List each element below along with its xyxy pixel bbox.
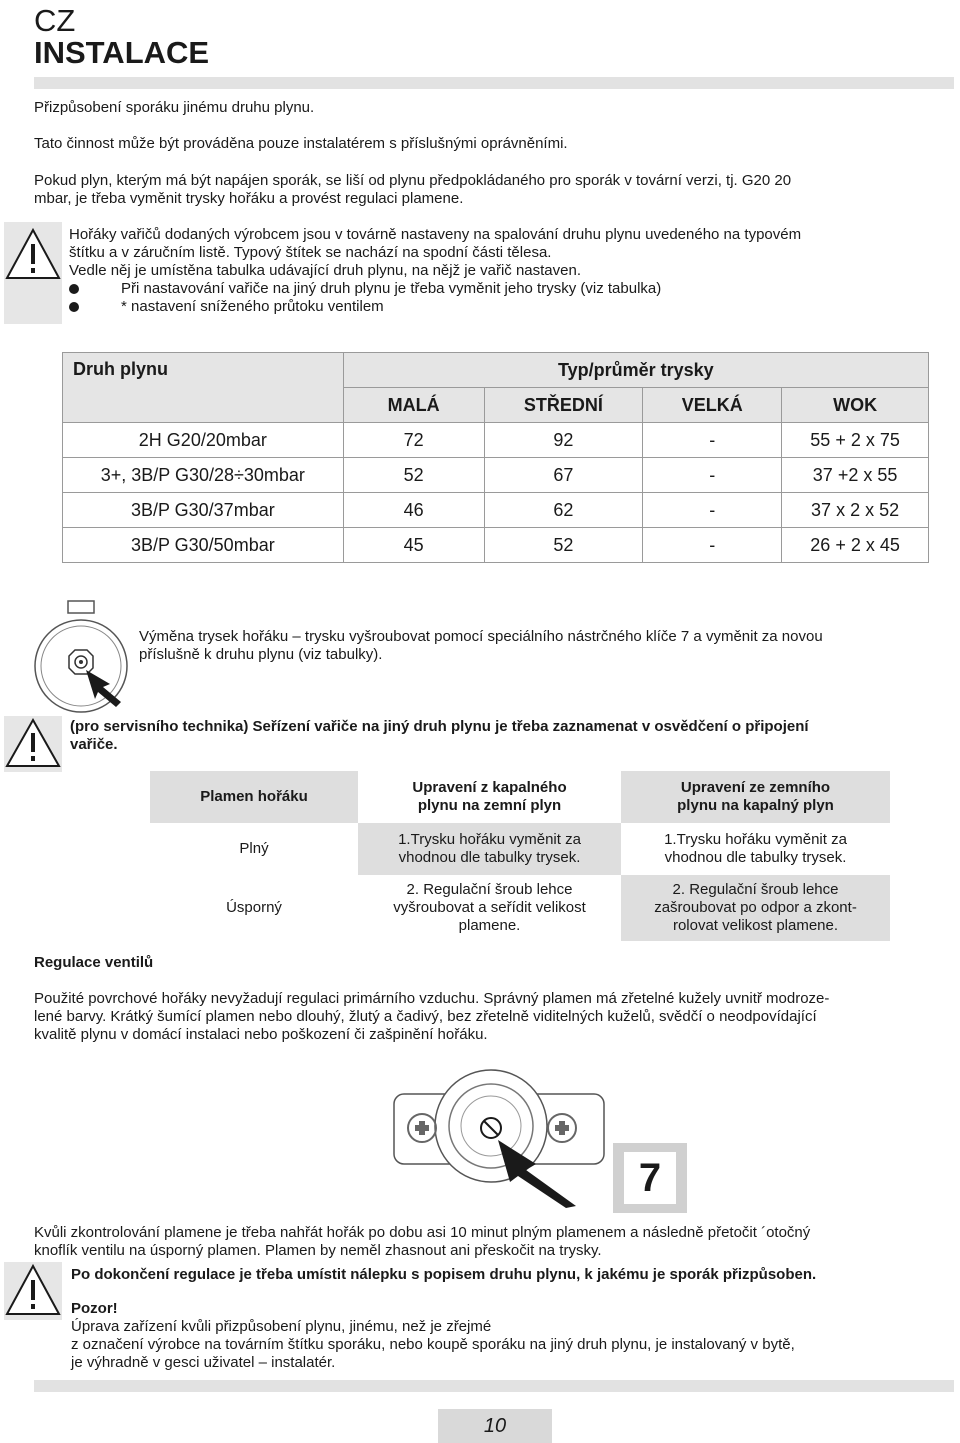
table-row xyxy=(150,823,890,875)
col-group-header: Typ/průměr trysky xyxy=(343,353,928,388)
caution-text xyxy=(71,1318,955,1372)
installer-note: Tato činnost může být prováděna pouze instalatérem s příslušnými oprávněními. xyxy=(34,135,568,152)
cell-line: vyšroubovat a seřídit velikost xyxy=(393,899,586,916)
bullet-text: Při nastavování vařiče na jiný druh plynu je třeba vyměnit jeho trysky (viz tabulka) xyxy=(121,280,662,297)
value-cell: 72 xyxy=(343,423,484,458)
warning-icon xyxy=(4,716,62,772)
value-cell: 37 x 2 x 52 xyxy=(782,493,929,528)
caution-label: Pozor! xyxy=(71,1300,118,1317)
paragraph-line: Kvůli zkontrolování plamene je třeba nahřát hořák po dobu asi 10 minut plným plamenem a následně přetočit ´otočný xyxy=(34,1224,811,1241)
cell-line: 1.Trysku hořáku vyměnit za xyxy=(664,831,847,848)
nozzle-line: Výměna trysek hořáku – trysku vyšroubovat pomocí speciálního nástrčného klíče 7 a vyměnit za novou xyxy=(139,628,823,645)
bullet-item xyxy=(69,298,957,316)
cell-line: rolovat velikost plamene. xyxy=(672,917,839,934)
cell-line: 2. Regulační šroub lehce xyxy=(672,881,839,898)
value-cell: 62 xyxy=(484,493,643,528)
warning-icon xyxy=(4,226,62,286)
bullet-text: * nastavení sníženého průtoku ventilem xyxy=(121,298,384,315)
warning-box xyxy=(4,716,62,772)
col-gas-header: Druh plynu xyxy=(63,353,344,423)
lpg-to-ng-header xyxy=(358,771,621,823)
nozzle-table xyxy=(62,352,929,563)
figure-number-box xyxy=(613,1143,687,1213)
table-row xyxy=(150,875,890,941)
table-row xyxy=(63,528,929,563)
nozzle-illustration xyxy=(28,598,134,716)
flame-header: Plamen hořáku xyxy=(150,771,358,823)
header-line: plynu na kapalný plyn xyxy=(677,797,834,814)
section-heading: Přizpůsobení sporáku jinému druhu plynu. xyxy=(34,99,315,116)
service-line: (pro servisního technika) Seřízení vařiče na jiný druh plynu je třeba zaznamenat v osvědčení o připojení xyxy=(70,718,809,735)
caution-line: z označení výrobce na továrním štítku sporáku, nebo koupě sporáku na jiný druh plynu, je instalovaný v bytě, xyxy=(71,1336,795,1353)
paragraph-line: knoflík ventilu na úsporný plamen. Plamen by neměl zhasnout ani přeskočit na trysky. xyxy=(34,1242,602,1259)
sticker-instruction: Po dokončení regulace je třeba umístit nálepku s popisem druhu plynu, k jakému je sporák přizpůsoben. xyxy=(71,1266,817,1283)
header-line: Upravení ze zemního xyxy=(680,779,831,796)
value-cell: 37 +2 x 55 xyxy=(782,458,929,493)
size-header: WOK xyxy=(782,388,929,423)
warning-line: štítku a v záručním listě. Typový štítek se nachází na spodní části tělesa. xyxy=(69,244,552,261)
cell-line: plamene. xyxy=(458,917,521,934)
valve-regulation-label: Regulace ventilů xyxy=(34,954,154,971)
footer-divider xyxy=(34,1380,954,1392)
bullet-item xyxy=(69,280,957,298)
gas-cell: 3B/P G30/50mbar xyxy=(63,528,344,563)
warning-line: Hořáky vařičů dodaných výrobcem jsou v továrně nastaveny na spalování druhu plynu uvedeného na typovém xyxy=(69,226,802,243)
paragraph-line: Použité povrchové hořáky nevyžadují regulaci primárního vzduchu. Správný plamen má zřetelné kužely uvnitř modroze- xyxy=(34,990,830,1007)
cell xyxy=(358,823,621,875)
size-header: VELKÁ xyxy=(643,388,782,423)
flame-eco-label: Úsporný xyxy=(226,899,282,916)
value-cell: 92 xyxy=(484,423,643,458)
page-title: INSTALACE xyxy=(34,35,210,70)
header-line: Upravení z kapalného xyxy=(412,779,567,796)
nozzle-line: příslušně k druhu plynu (viz tabulky). xyxy=(139,646,383,663)
size-header: STŘEDNÍ xyxy=(484,388,643,423)
regulation-table xyxy=(150,771,890,941)
header-divider xyxy=(34,77,954,89)
cell-line: vhodnou dle tabulky trysek. xyxy=(664,849,847,866)
flame-full-label: Plný xyxy=(239,840,269,857)
value-cell: 52 xyxy=(343,458,484,493)
paragraph-line: kvalitě plynu v domácí instalaci nebo poškození či zašpinění hořáku. xyxy=(34,1026,488,1043)
value-cell: 52 xyxy=(484,528,643,563)
gas-cell: 3B/P G30/37mbar xyxy=(63,493,344,528)
value-cell: - xyxy=(643,493,782,528)
table-row xyxy=(63,423,929,458)
flame-check-paragraph xyxy=(34,1224,954,1260)
warning-box xyxy=(4,1262,62,1320)
intro-line: Pokud plyn, kterým má být napájen sporák, se liší od plynu předpokládaného pro sporák v tovární verzi, tj. G20 20 xyxy=(34,172,792,189)
cell xyxy=(358,875,621,941)
cell-line: vhodnou dle tabulky trysek. xyxy=(398,849,581,866)
size-header: MALÁ xyxy=(343,388,484,423)
warning-box xyxy=(4,222,62,324)
cell-line: 1.Trysku hořáku vyměnit za xyxy=(398,831,581,848)
nozzle-instructions xyxy=(139,628,954,664)
language-code: CZ xyxy=(34,3,76,38)
cell xyxy=(621,823,890,875)
value-cell: 67 xyxy=(484,458,643,493)
primary-air-paragraph xyxy=(34,990,954,1044)
paragraph-line: lené barvy. Krátký šumící plamen nebo dlouhý, žlutý a čadivý, bez zřetelně viditelných kuželů, svědčí o neodpovídající xyxy=(34,1008,817,1025)
cell xyxy=(621,875,890,941)
warning-icon xyxy=(4,1262,62,1320)
value-cell: 45 xyxy=(343,528,484,563)
value-cell: 46 xyxy=(343,493,484,528)
caution-line: je výhradně v gesci uživatel – instalatér. xyxy=(71,1354,336,1371)
value-cell: 26 + 2 x 45 xyxy=(782,528,929,563)
gas-cell: 3+, 3B/P G30/28÷30mbar xyxy=(63,458,344,493)
bullet-icon xyxy=(69,302,79,312)
value-cell: 55 + 2 x 75 xyxy=(782,423,929,458)
bullet-icon xyxy=(69,284,79,294)
warning-line: Vedle něj je umístěna tabulka udávající druh plynu, na nějž je vařič nastaven. xyxy=(69,262,581,279)
value-cell: - xyxy=(643,458,782,493)
page-number: 10 xyxy=(438,1409,552,1443)
header-line: plynu na zemní plyn xyxy=(417,797,562,814)
gas-cell: 2H G20/20mbar xyxy=(63,423,344,458)
ng-to-lpg-header xyxy=(621,771,890,823)
valve-illustration xyxy=(386,1068,618,1208)
cell-line: 2. Regulační šroub lehce xyxy=(406,881,573,898)
warning-text xyxy=(69,226,957,316)
service-note xyxy=(70,718,956,754)
cell-line: zašroubovat po odpor a zkont- xyxy=(654,899,857,916)
intro-paragraph xyxy=(34,172,954,208)
figure-number: 7 xyxy=(624,1152,676,1204)
intro-line: mbar, je třeba vyměnit trysky hořáku a provést regulaci plamene. xyxy=(34,190,464,207)
table-row xyxy=(63,458,929,493)
service-line: vařiče. xyxy=(70,736,118,753)
table-row xyxy=(63,493,929,528)
caution-line: Úprava zařízení kvůli přizpůsobení plynu, jinému, než je zřejmé xyxy=(71,1318,492,1335)
value-cell: - xyxy=(643,423,782,458)
value-cell: - xyxy=(643,528,782,563)
